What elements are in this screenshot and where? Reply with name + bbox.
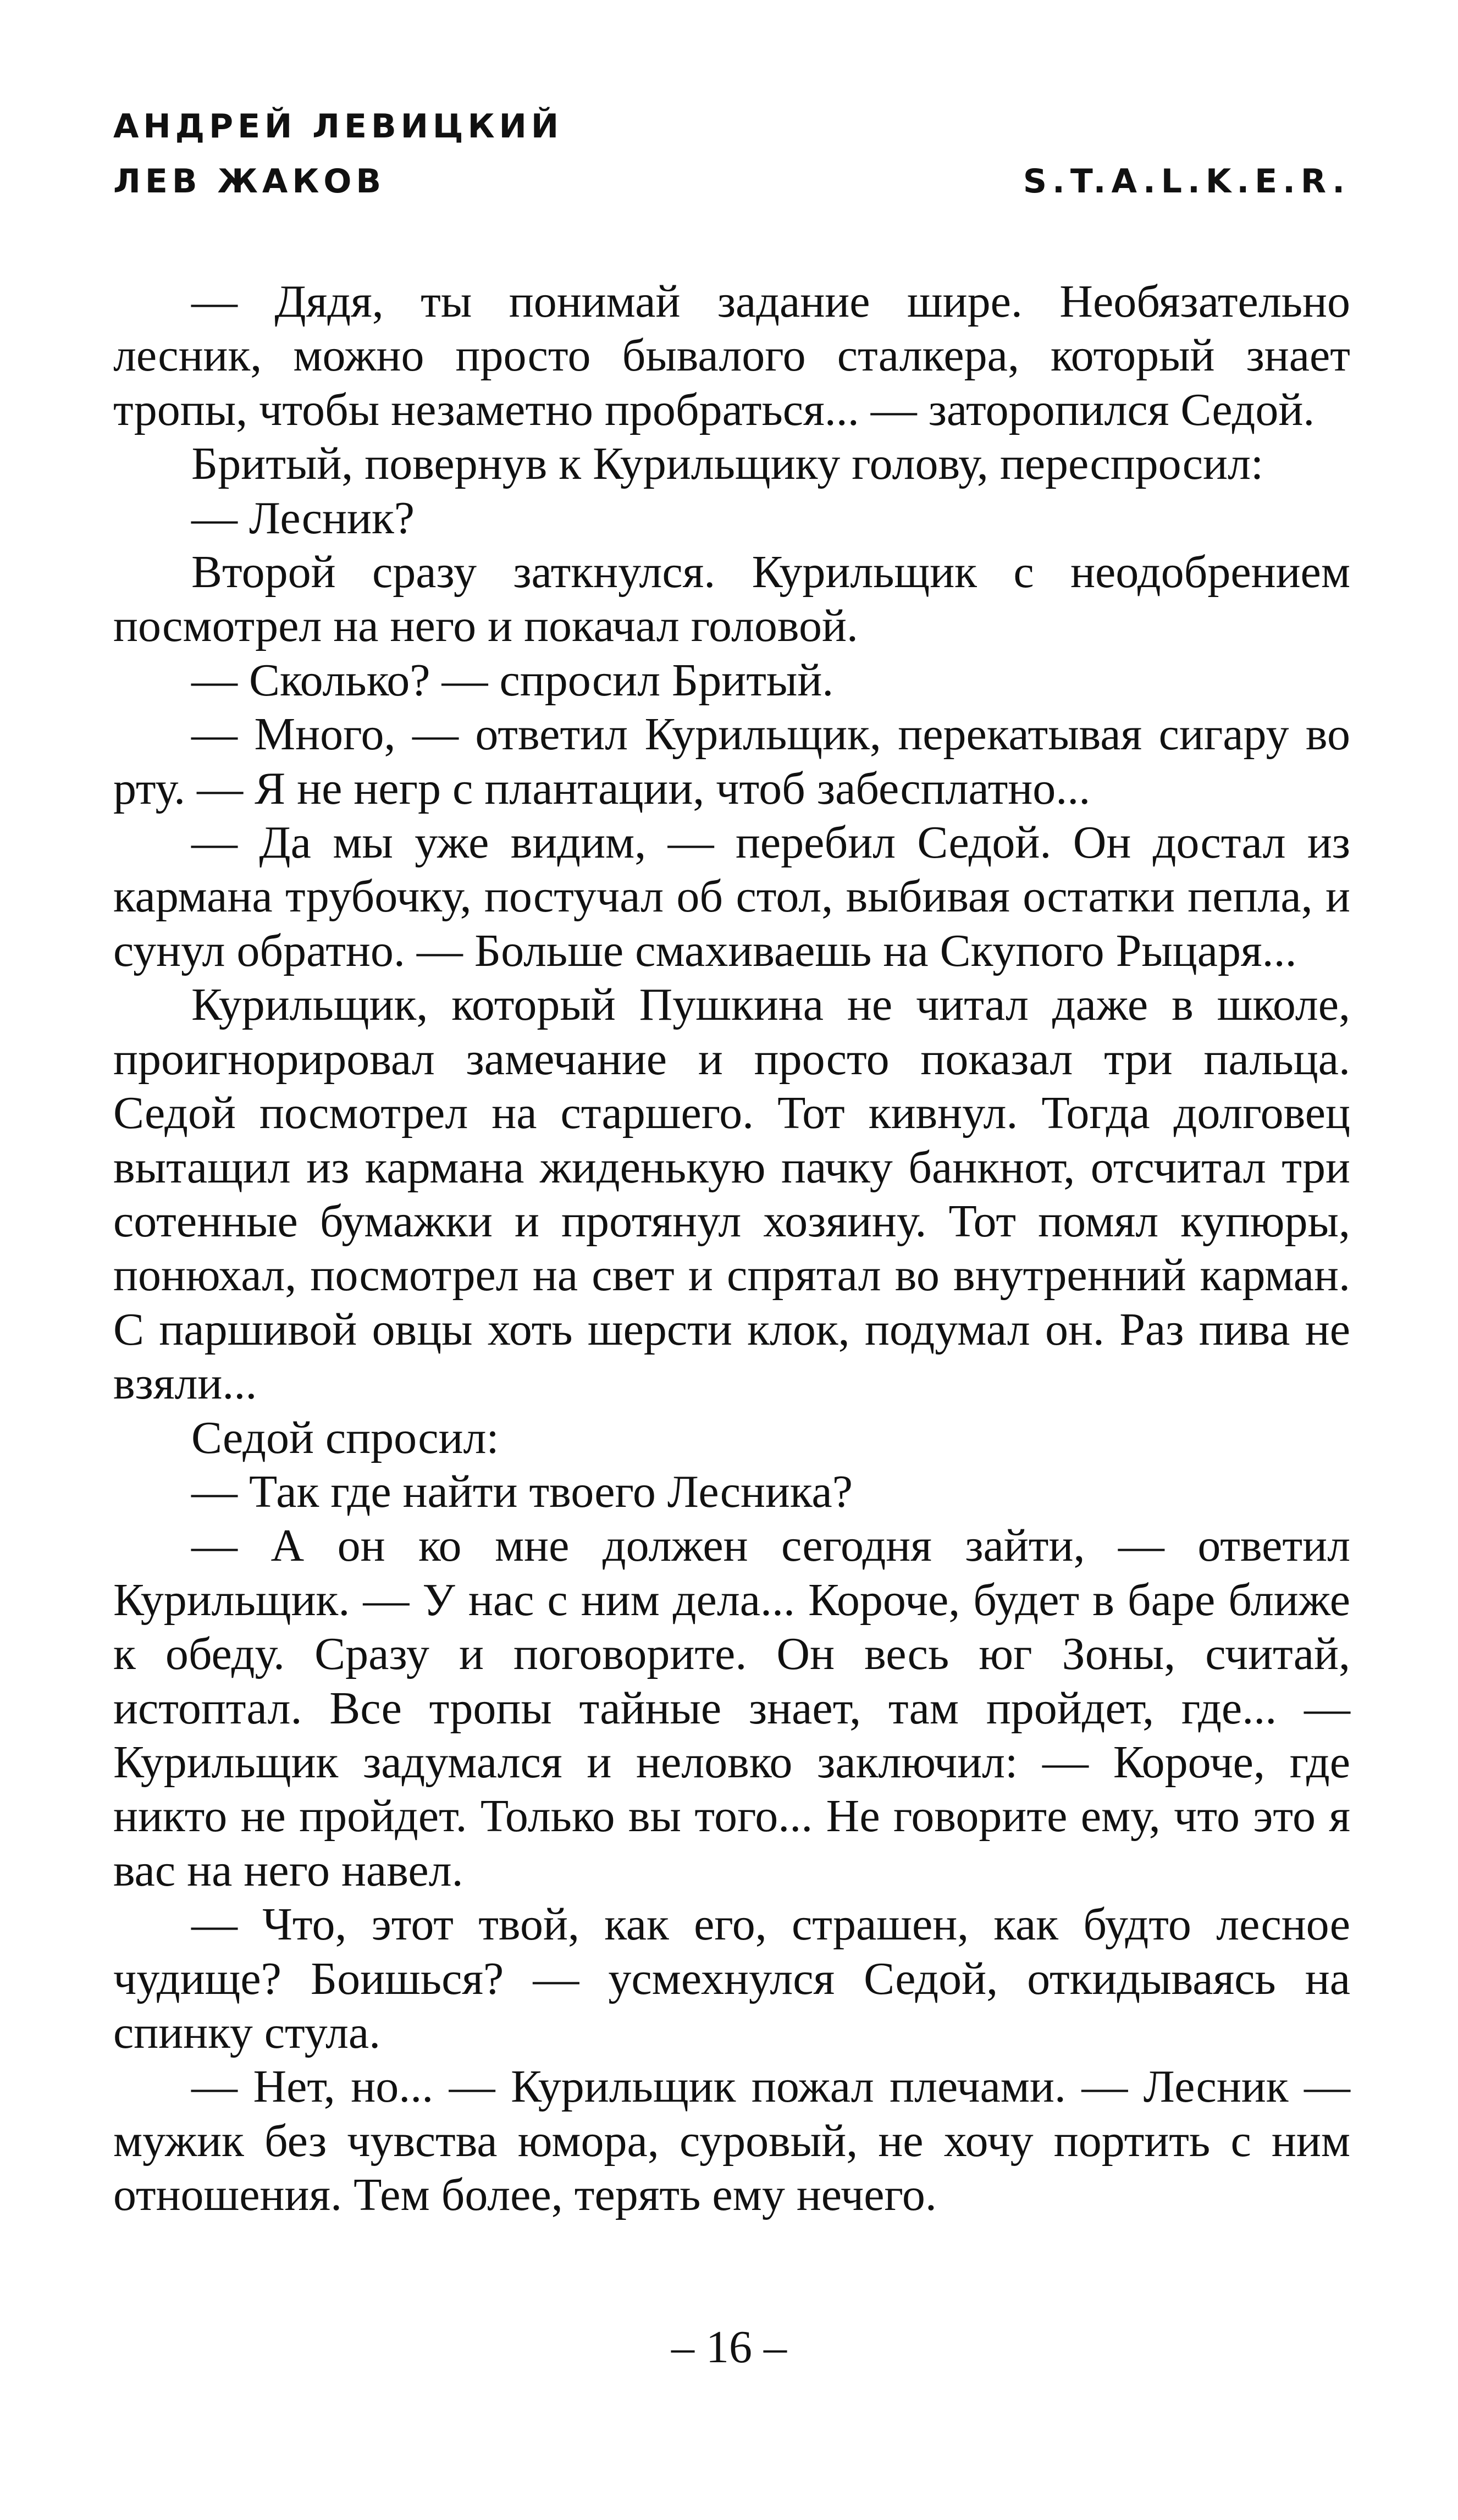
series-title: S.T.A.L.K.E.R. <box>1023 162 1350 201</box>
paragraph: — Дядя, ты понимай задание шире. Необязательно лесник, можно просто бывалого сталкера, который знает тропы, чтобы незаметно пробраться... — заторопился Седой. <box>113 276 1350 435</box>
paragraph: — Много, — ответил Курильщик, перекатывая сигару во рту. — Я не негр с плантации, чтоб забесплатно... <box>113 709 1350 814</box>
running-header <box>113 99 1350 209</box>
paragraph: Второй сразу заткнулся. Курильщик с неодобрением посмотрел на него и покачал головой. <box>113 546 1350 652</box>
paragraph: — Нет, но... — Курильщик пожал плечами. — Лесник — мужик без чувства юмора, суровый, не хочу портить с ним отношения. Тем более, терять ему нечего. <box>113 2061 1350 2221</box>
paragraph: Седой спросил: <box>191 1412 499 1463</box>
paragraph: — Да мы уже видим, — перебил Седой. Он достал из кармана трубочку, постучал об стол, выбивая остатки пепла, и сунул обратно. — Больше смахиваешь на Скупого Рыцаря... <box>113 817 1350 976</box>
body-text <box>113 275 1350 2223</box>
paragraph: Курильщик, который Пушкина не читал даже в школе, проигнорировал замечание и просто показал три пальца. Седой посмотрел на старшего. Тот кивнул. Тогда долговец вытащил из кармана жиденькую пачку банкнот, отсчитал три сотенные бумажки и протянул хозяину. Тот помял купюры, понюхал, посмотрел на свет и спрятал во внутренний карман. С паршивой овцы хоть шерсти клок, подумал он. Раз пива не взяли... <box>113 979 1350 1410</box>
paragraph: — А он ко мне должен сегодня зайти, — ответил Курильщик. — У нас с ним дела... Короче, будет в баре ближе к обеду. Сразу и поговорите. Он весь юг Зоны, считай, истоптал. Все тропы тайные знает, там пройдет, где... — Курильщик задумался и неловко заключил: — Короче, где никто не пройдет. Только вы того... Не говорите ему, что это я вас на него навел. <box>113 1520 1350 1896</box>
paragraph: — Так где найти твоего Лесника? <box>191 1466 853 1517</box>
page-number: – 16 – <box>671 2322 787 2373</box>
paragraph: Бритый, повернув к Курильщику голову, переспросил: <box>191 438 1264 490</box>
author-name-1: АНДРЕЙ ЛЕВИЦКИЙ <box>113 107 564 146</box>
author-name-2: ЛЕВ ЖАКОВ <box>113 162 386 201</box>
paragraph: — Лесник? <box>191 492 415 544</box>
paragraph: — Что, этот твой, как его, страшен, как будто лесное чудище? Боишься? — усмехнулся Седой, откидываясь на спинку стула. <box>113 1899 1350 2058</box>
paragraph: — Сколько? — спросил Бритый. <box>191 654 834 706</box>
